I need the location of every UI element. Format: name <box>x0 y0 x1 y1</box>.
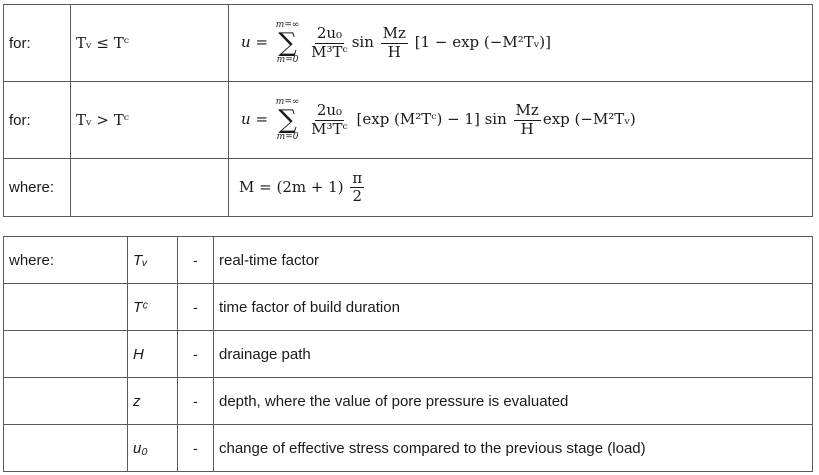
coef-denominator: M³Tᶜ <box>311 119 348 138</box>
summation: m=∞ ∑ m=0 <box>275 20 300 65</box>
coefficient-fraction <box>309 102 350 138</box>
legend-row <box>4 284 813 331</box>
sum-lower: m=0 <box>276 132 299 142</box>
formula-row-1 <box>4 5 813 82</box>
formula-u-case2: u = m=∞ ∑ m=0 $\frac{\text{2u₀}}{\text{M³Tᶜ}}$ [exp (M²Tᶜ) − 1] sin $\frac{Mz}{H}$ exp (−M²Tᵥ) <box>241 97 636 142</box>
two-denominator: 2 <box>352 187 363 205</box>
coef-numerator: 2u₀ <box>316 24 343 43</box>
sin-numerator: Mz <box>515 101 539 120</box>
condition-tv-le-tc: Tᵥ ≤ Tᶜ <box>71 5 229 82</box>
legend-symbol: H <box>128 331 178 378</box>
legend-row <box>4 425 813 472</box>
row1-tail: [1 − exp (−M²Tᵥ)] <box>414 33 551 51</box>
legend-dash: - <box>178 425 214 472</box>
sin-denominator: H <box>520 119 534 138</box>
coef-denominator: M³Tᶜ <box>311 42 348 61</box>
m-definition <box>239 168 366 205</box>
pi-numerator: π <box>352 168 363 187</box>
legend-description: time factor of build duration <box>214 284 813 331</box>
pi-half-fraction <box>350 170 364 206</box>
row2-tail: exp (−M²Tᵥ) <box>542 110 636 128</box>
row2-bracket: [exp (M²Tᶜ) − 1] sin <box>356 110 507 128</box>
sin-fraction <box>514 102 541 138</box>
empty-condition <box>71 159 229 217</box>
legend-description: drainage path <box>214 331 813 378</box>
legend-symbol: Tᵥ <box>128 237 178 284</box>
sum-lower: m=0 <box>276 55 299 65</box>
legend-table <box>3 236 813 472</box>
u-symbol: u <box>241 33 251 51</box>
row-label: for: <box>4 82 71 159</box>
legend-description: depth, where the value of pore pressure is evaluated <box>214 378 813 425</box>
legend-row <box>4 331 813 378</box>
sin-denominator: H <box>387 42 401 61</box>
sin-fraction <box>381 25 408 61</box>
legend-dash: - <box>178 378 214 425</box>
legend-row <box>4 378 813 425</box>
formula-u-case1: u = m=∞ ∑ m=0 $\frac{\text{2u₀}}{\text{M³Tᶜ}}$ sin $\frac{Mz}{H}$ [1 − exp (−M²Tᵥ)] <box>241 20 551 65</box>
formula-row-3 <box>4 159 813 217</box>
formula-table <box>3 4 813 217</box>
legend-where-label: where: <box>4 237 128 284</box>
condition-tv-gt-tc: Tᵥ > Tᶜ <box>71 82 229 159</box>
legend-dash: - <box>178 237 214 284</box>
legend-symbol: u₀ <box>128 425 178 472</box>
formula-row-2 <box>4 82 813 159</box>
row-label: where: <box>4 159 71 217</box>
summation: m=∞ ∑ m=0 <box>275 97 300 142</box>
sin-text: sin <box>351 33 374 51</box>
legend-dash: - <box>178 331 214 378</box>
legend-symbol: z <box>128 378 178 425</box>
coefficient-fraction <box>309 25 350 61</box>
row-label: for: <box>4 5 71 82</box>
legend-description: change of effective stress compared to the previous stage (load) <box>214 425 813 472</box>
legend-description: real-time factor <box>214 237 813 284</box>
legend-row <box>4 237 813 284</box>
coef-numerator: 2u₀ <box>316 101 343 120</box>
legend-dash: - <box>178 284 214 331</box>
sum-upper: m=∞ <box>275 20 300 30</box>
legend-symbol: Tᶜ <box>128 284 178 331</box>
u-symbol: u <box>241 110 251 128</box>
m-def-left: M = (2m + 1) <box>239 177 344 196</box>
sin-numerator: Mz <box>382 24 406 43</box>
sum-upper: m=∞ <box>275 97 300 107</box>
